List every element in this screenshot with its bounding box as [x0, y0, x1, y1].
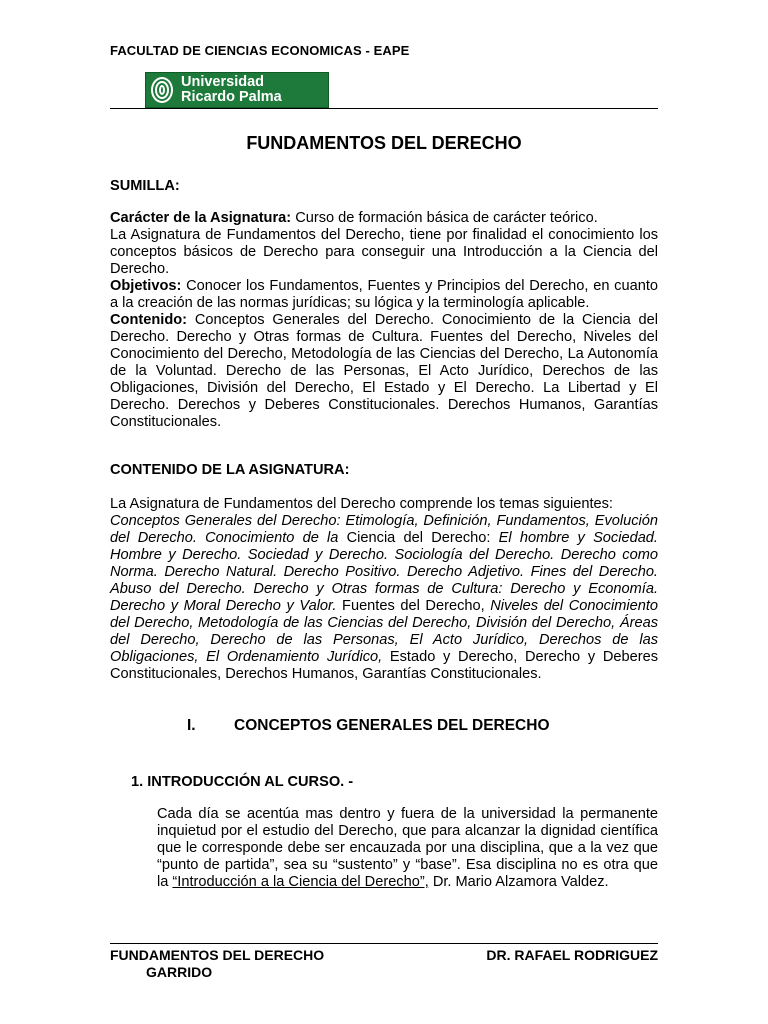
contenido-text: Conceptos Generales del Derecho. Conocimiento de la Ciencia del Derecho. Derecho y Otras formas de Cultura. Fuentes del Derecho, Niveles del Conocimiento del Derecho, Metodología de las Ciencias del Derecho, La Autonomía de la Voluntad. Derecho de las Personas, El Acto Jurídico, Derechos de las Obligaciones, División del Derecho, El Estado y El Derecho. La Libertad y El Derecho. Derechos y Deberes Constitucionales. Derechos Humanos, Garantías Constitucionales.	[110, 312, 658, 430]
objetivos-paragraph	[110, 278, 658, 312]
objetivos-label: Objetivos:	[110, 278, 182, 294]
logo-emblem-icon	[149, 75, 175, 105]
logo-line-2: Ricardo Palma	[181, 89, 282, 105]
section-title: CONCEPTOS GENERALES DEL DERECHO	[234, 717, 550, 734]
footer-rule	[110, 943, 658, 944]
objetivos-text: Conocer los Fundamentos, Fuentes y Principios del Derecho, en cuanto a la creación de las normas jurídicas; su lógica y la terminología aplicable.	[110, 278, 658, 311]
university-logo	[145, 72, 329, 108]
sumilla-body	[110, 210, 658, 431]
footer-author: DR. RAFAEL RODRIGUEZ	[486, 947, 658, 963]
faculty-header: FACULTAD DE CIENCIAS ECONOMICAS - EAPE	[110, 43, 410, 58]
intro-paragraph: La Asignatura de Fundamentos del Derecho, tiene por finalidad el conocimiento los conceptos básicos de Derecho para conseguir una Introducción a la Ciencia del Derecho.	[110, 227, 658, 277]
caracter-text: Curso de formación básica de carácter teórico.	[291, 210, 598, 226]
caracter-paragraph	[110, 210, 658, 227]
contenido-label: Contenido:	[110, 312, 188, 328]
contenido-lead: La Asignatura de Fundamentos del Derecho comprende los temas siguientes:	[110, 496, 613, 512]
section-number: I.	[187, 717, 196, 734]
contenido-asignatura-body	[110, 496, 658, 683]
contenido-topics: Conceptos Generales del Derecho: Etimología, Definición, Fundamentos, Evolución del Derecho. Conocimiento de la Ciencia del Derecho: El hombre y Sociedad. Hombre y Derecho. Sociedad y Derecho. Sociología del Derecho. Derecho como Norma. Derecho Natural. Derecho Positivo. Derecho Adjetivo. Fines del Derecho. Abuso del Derecho. Derecho y Otras formas de Cultura: Derecho y Economía. Derecho y Moral Derecho y Valor. Fuentes del Derecho, Niveles del Conocimiento del Derecho, Metodología de las Ciencias del Derecho, División del Derecho, Áreas del Derecho, Derecho de las Personas, El Acto Jurídico, Derechos de las Obligaciones, El Ordenamiento Jurídico, Estado y Derecho, Derecho y Deberes Constitucionales, Derechos Humanos, Garantías Constitucionales.	[110, 513, 658, 682]
book-reference: “Introducción a la Ciencia del Derecho”,	[172, 874, 429, 890]
sumilla-heading: SUMILLA:	[110, 178, 180, 194]
header-rule	[110, 108, 658, 109]
contenido-asignatura-heading: CONTENIDO DE LA ASIGNATURA:	[110, 462, 350, 478]
document-title: FUNDAMENTOS DEL DERECHO	[246, 133, 522, 153]
footer-author-continuation: GARRIDO	[146, 964, 213, 980]
subsection-title: 1. INTRODUCCIÓN AL CURSO. -	[131, 774, 354, 790]
caracter-label: Carácter de la Asignatura:	[110, 210, 292, 226]
logo-line-1: Universidad	[181, 74, 264, 90]
intro-course-paragraph: Cada día se acentúa mas dentro y fuera de la universidad la permanente inquietud por el estudio del Derecho, que para alcanzar la dignidad científica que le corresponde debe ser encauzada por una disciplina, que a la vez que “punto de partida”, sea su “sustento” y “base”. Esa disciplina no es otra que la “Introducción a la Ciencia del Derecho”, Dr. Mario Alzamora Valdez.	[157, 806, 658, 890]
contenido-paragraph	[110, 312, 658, 431]
footer-course: FUNDAMENTOS DEL DERECHO	[110, 947, 325, 963]
